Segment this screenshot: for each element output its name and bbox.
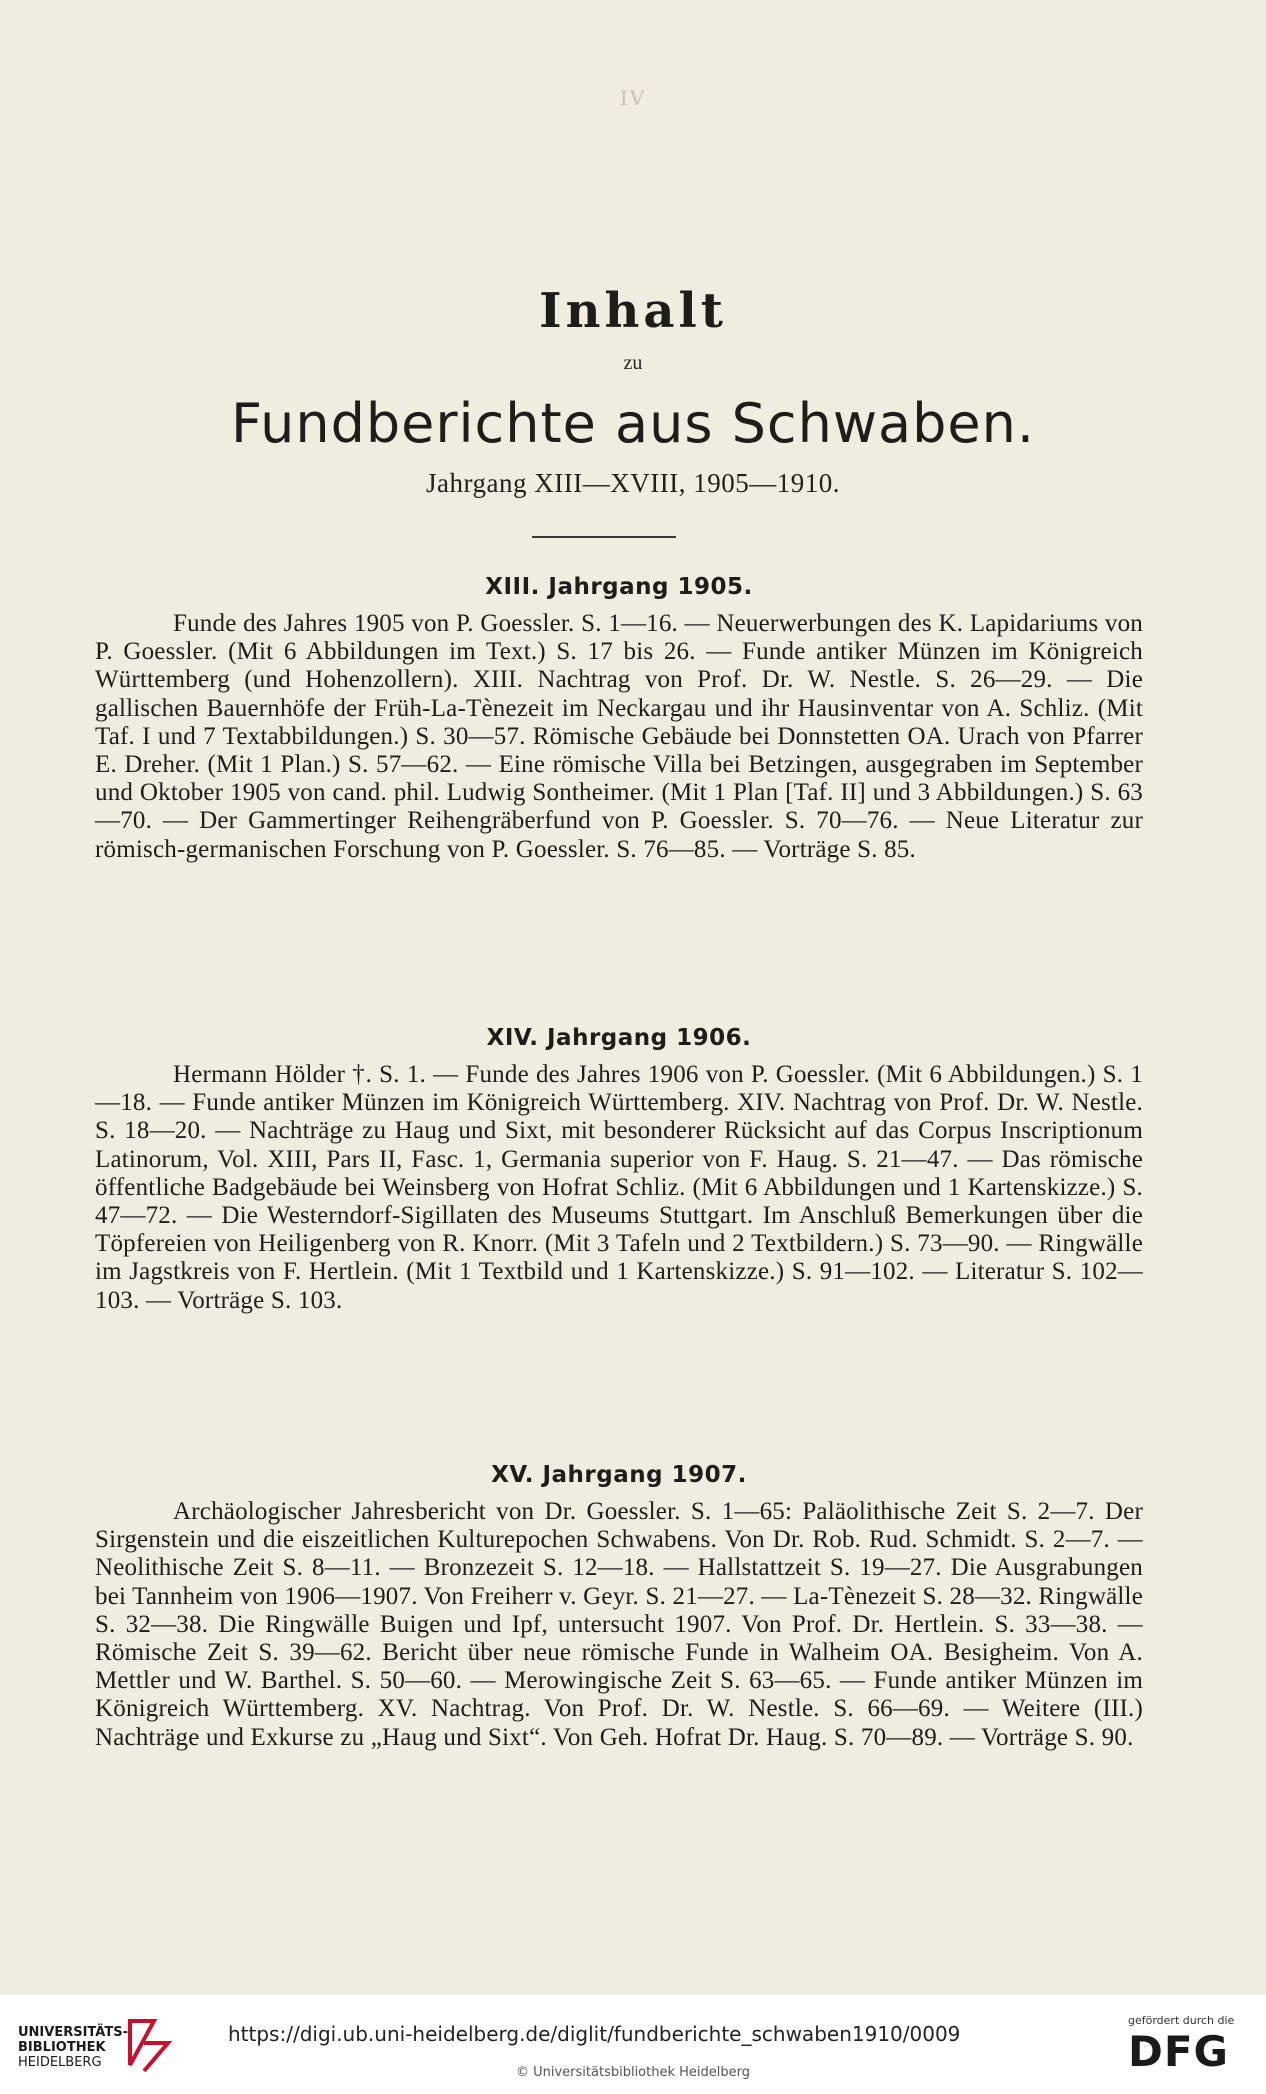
library-name-line: HEIDELBERG xyxy=(18,2055,102,2070)
viewer-footer xyxy=(0,1995,1266,2094)
section-1906 xyxy=(95,1025,1143,1315)
permalink-url[interactable]: https://digi.ub.uni-heidelberg.de/diglit/fundberichte_schwaben1910/0009 xyxy=(228,2022,961,2046)
section-heading: XV. Jahrgang 1907. xyxy=(491,1462,747,1488)
section-heading: XIII. Jahrgang 1905. xyxy=(485,574,753,600)
dfg-logo: DFG xyxy=(1128,2027,1230,2076)
library-name-line: BIBLIOTHEK xyxy=(18,2040,106,2055)
section-1905 xyxy=(95,574,1143,864)
library-name xyxy=(18,2025,128,2070)
section-text: Funde des Jahres 1905 von P. Goessler. S. 1—16. — Neuerwerbungen des K. Lapidariums von P. Goessler. (Mit 6 Abbildungen im Text.) S. 17 bis 26. — Funde antiker Münzen im Königreich Württemberg (und Hohenzollern). XIII. Nachtrag von Prof. Dr. W. Nestle. S. 26—29. — Die gallischen Bauernhöfe der Früh-La-Tènezeit im Neckargau und ihr Hausinventar von A. Schliz. (Mit Taf. I und 7 Textabbildungen.) S. 30—57. Römische Gebäude bei Donnstetten OA. Urach von Pfarrer E. Dreher. (Mit 1 Plan.) S. 57—62. — Eine römische Villa bei Betzingen, ausgegraben im September und Oktober 1905 von cand. phil. Ludwig Sontheimer. (Mit 1 Plan [Taf. II] und 3 Abbildungen.) S. 63—70. — Der Gammertinger Reihengräberfund von P. Goessler. S. 70—76. — Neue Literatur zur römisch-germanischen Forschung von P. Goessler. S. 76—85. — Vorträge S. 85. xyxy=(95,610,1143,863)
page-number: IV xyxy=(619,86,647,110)
section-text: Archäologischer Jahresbericht von Dr. Goessler. S. 1—65: Paläolithische Zeit S. 2—7. Der Sirgenstein und die eiszeitlichen Kulturepochen Schwabens. Von Dr. Rob. Rud. Schmidt. S. 2—7. — Neolithische Zeit S. 8—11. — Bronzezeit S. 12—18. — Hallstattzeit S. 19—27. Die Ausgrabungen bei Tannheim von 1906—1907. Von Freiherr v. Geyr. S. 21—27. — La-Tènezeit S. 28—32. Ringwälle S. 32—38. Die Ringwälle Buigen und Ipf, untersucht 1907. Von Prof. Dr. Hertlein. S. 33—38. — Römische Zeit S. 39—62. Bericht über neue römische Funde in Walheim OA. Besigheim. Von A. Mettler und W. Barthel. S. 50—60. — Merowingische Zeit S. 63—65. — Funde antiker Münzen im Königreich Württemberg. XV. Nachtrag. Von Prof. Dr. W. Nestle. S. 66—69. — Weitere (III.) Nachträge und Exkurse zu „Haug und Sixt“. Von Geh. Hofrat Dr. Haug. S. 70—89. — Vorträge S. 90. xyxy=(95,1498,1143,1751)
funder-label: gefördert durch die xyxy=(1128,2014,1235,2027)
library-name-line: UNIVERSITÄTS- xyxy=(18,2025,128,2040)
title-connector: zu xyxy=(623,352,643,374)
copyright-notice: © Universitätsbibliothek Heidelberg xyxy=(515,2065,750,2080)
page-title: Inhalt xyxy=(539,283,727,339)
title-divider xyxy=(532,536,676,538)
section-1907 xyxy=(95,1462,1143,1752)
volume-range: Jahrgang XIII—XVIII, 1905—1910. xyxy=(426,468,840,498)
section-heading: XIV. Jahrgang 1906. xyxy=(486,1025,752,1051)
journal-title: Fundberichte aus Schwaben. xyxy=(231,392,1035,455)
library-logo-icon xyxy=(124,2013,176,2073)
section-text: Hermann Hölder †. S. 1. — Funde des Jahres 1906 von P. Goessler. (Mit 6 Abbildungen.) S. 1—18. — Funde antiker Münzen im Königreich Württemberg. XIV. Nachtrag von Prof. Dr. W. Nestle. S. 18—20. — Nachträge zu Haug und Sixt, mit besonderer Rücksicht auf das Corpus Inscriptionum Latinorum, Vol. XIII, Pars II, Fasc. 1, Germania superior von F. Haug. S. 21—47. — Das römische öffentliche Badgebäude bei Weinsberg von Hofrat Schliz. (Mit 6 Abbildungen und 1 Kartenskizze.) S. 47—72. — Die Westerndorf-Sigillaten des Museums Stuttgart. Im Anschluß Bemerkungen über die Töpfereien von Heiligenberg von R. Knorr. (Mit 3 Tafeln und 2 Textbildern.) S. 73—90. — Ringwälle im Jagstkreis von F. Hertlein. (Mit 1 Textbild und 1 Kartenskizze.) S. 91—102. — Literatur S. 102—103. — Vorträge S. 103. xyxy=(95,1061,1143,1314)
